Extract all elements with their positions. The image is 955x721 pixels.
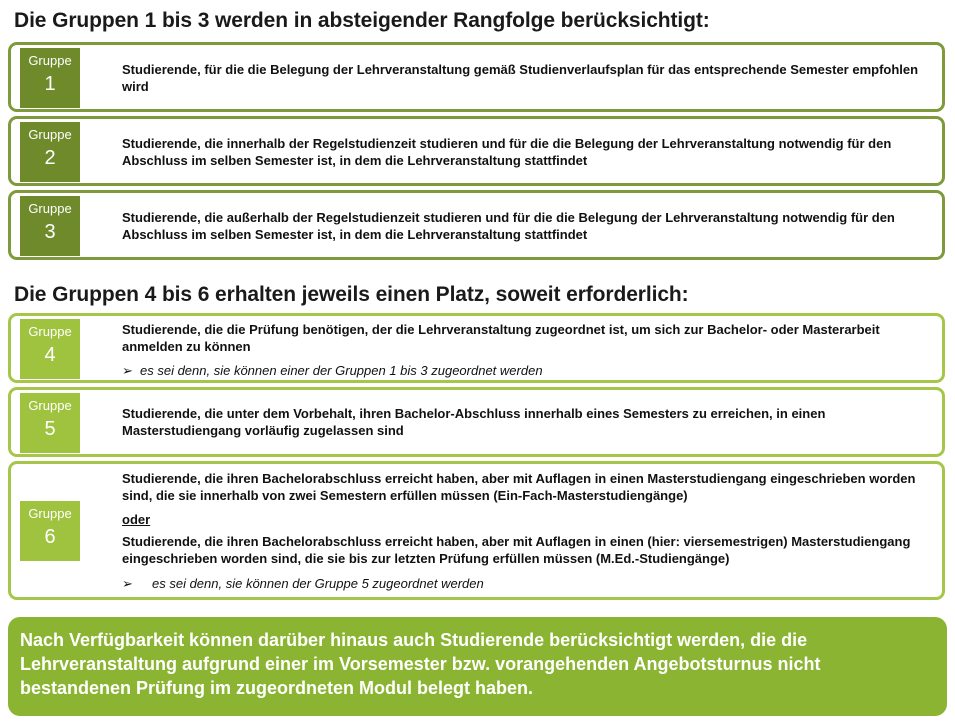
heading-groups-1-3: Die Gruppen 1 bis 3 werden in absteigender Rangfolge berücksichtigt: <box>14 9 710 32</box>
group-label: Gruppe <box>28 53 72 68</box>
group-number: 2 <box>44 147 56 169</box>
group-4-note-text: es sei denn, sie können einer der Gruppen 1 bis 3 zugeordnet werden <box>140 363 543 378</box>
arrow-bullet-icon: ➢ <box>122 576 133 591</box>
group-5-box <box>8 387 945 457</box>
group-number: 3 <box>44 221 56 243</box>
footer-text: Nach Verfügbarkeit können darüber hinaus auch Studierende berücksichtigt werden, die die Lehrveranstaltung aufgrund einer im Vorsemester bzw. vorangehenden Angebotsturnus nicht bestandenen Prüfung im zugeordneten Modul belegt haben. <box>20 630 821 698</box>
group-4-note <box>122 362 922 379</box>
heading-groups-4-6: Die Gruppen 4 bis 6 erhalten jeweils einen Platz, soweit erforderlich: <box>14 283 689 306</box>
group-label: Gruppe <box>28 506 72 521</box>
group-5-text: Studierende, die unter dem Vorbehalt, ihren Bachelor-Abschluss innerhalb eines Semesters zu erreichen, in einen Masterstudiengang vorläufig zugelassen sind <box>122 406 826 438</box>
group-4-badge <box>20 319 80 379</box>
group-3-badge <box>20 196 80 256</box>
group-6-text-2: Studierende, die ihren Bachelorabschluss erreicht haben, aber mit Auflagen in einen (hier: viersemestrigen) Masterstudiengang eingeschrieben worden sind, die sie bis zur letzten Prüfung erfüllen müssen (M.Ed.-Studiengänge) <box>122 534 911 566</box>
group-3-box <box>8 190 945 260</box>
group-2-badge <box>20 122 80 182</box>
group-number: 6 <box>44 526 56 548</box>
group-label: Gruppe <box>28 398 72 413</box>
group-2-box <box>8 116 945 186</box>
group-1-badge <box>20 48 80 108</box>
group-4-text: Studierende, die die Prüfung benötigen, der die Lehrveranstaltung zugeordnet ist, um sich zur Bachelor- oder Masterarbeit anmelden zu können <box>122 322 880 354</box>
group-number: 5 <box>44 418 56 440</box>
group-5-badge <box>20 393 80 453</box>
group-4-box <box>8 313 945 383</box>
group-6-badge <box>20 501 80 561</box>
group-number: 1 <box>44 73 56 95</box>
group-6-box <box>8 461 945 600</box>
group-6-or: oder <box>122 512 151 527</box>
footer-note-box <box>8 617 947 716</box>
group-2-text: Studierende, die innerhalb der Regelstudienzeit studieren und für die die Belegung der Lehrveranstaltung notwendig für den Abschluss im selben Semester ist, in dem die Lehrveranstaltung stattfindet <box>122 136 892 168</box>
group-6-text: Studierende, die ihren Bachelorabschluss erreicht haben, aber mit Auflagen in einen Masterstudiengang eingeschrieben worden sind, die sie innerhalb von zwei Semestern erfüllen müssen (Ein-Fach-Masterstudiengänge) <box>122 471 916 503</box>
group-1-text: Studierende, für die die Belegung der Lehrveranstaltung gemäß Studienverlaufsplan für das entsprechende Semester empfohlen wird <box>122 62 919 94</box>
group-6-note-text: es sei denn, sie können der Gruppe 5 zugeordnet werden <box>152 576 484 591</box>
group-6-note <box>122 575 922 592</box>
group-1-box <box>8 42 945 112</box>
group-3-text: Studierende, die außerhalb der Regelstudienzeit studieren und für die die Belegung der Lehrveranstaltung notwendig für den Abschluss im selben Semester ist, in dem die Lehrveranstaltung stattfindet <box>122 210 895 242</box>
group-label: Gruppe <box>28 324 72 339</box>
group-number: 4 <box>44 344 56 366</box>
group-label: Gruppe <box>28 201 72 216</box>
group-label: Gruppe <box>28 127 72 142</box>
arrow-bullet-icon: ➢ <box>122 363 133 378</box>
